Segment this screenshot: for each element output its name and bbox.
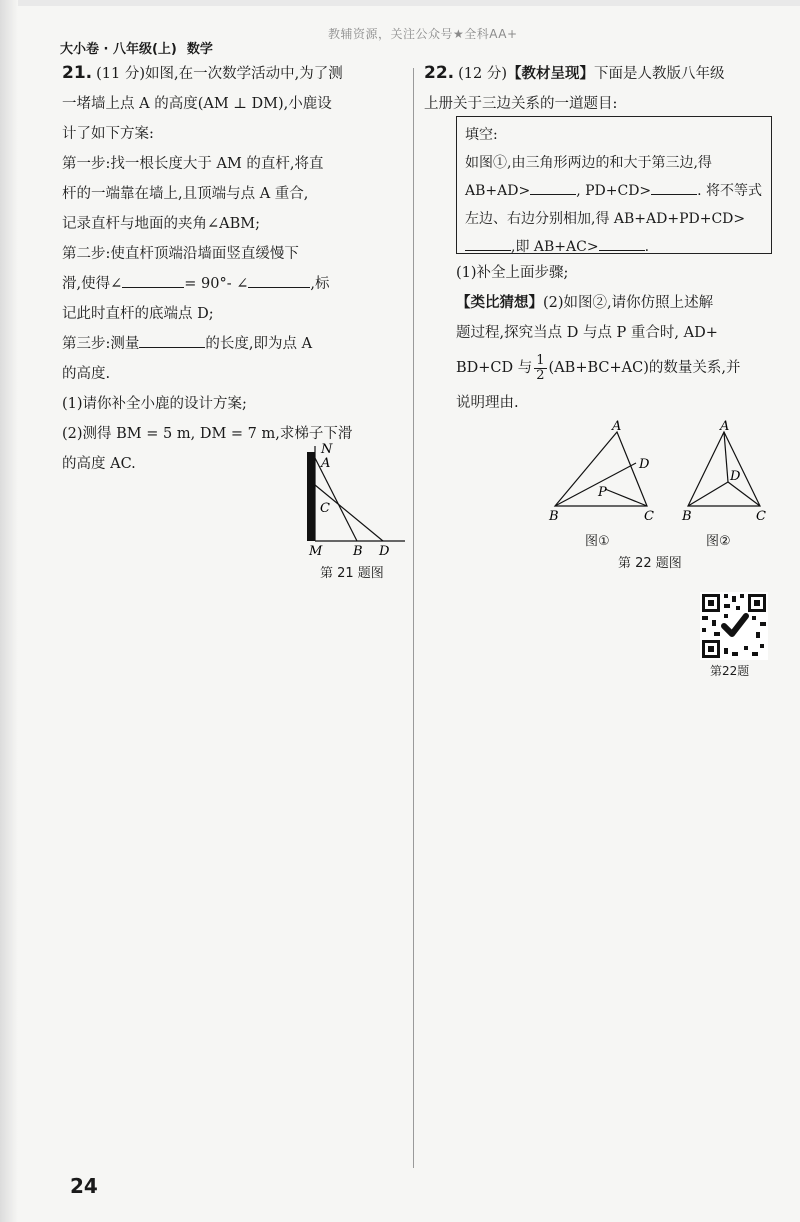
label-C: C bbox=[320, 501, 330, 516]
qr-label-bottom: 第22题 bbox=[710, 664, 750, 678]
fig2-label-B: B bbox=[682, 509, 692, 524]
label-N: N bbox=[321, 442, 333, 457]
fig1-label-C: C bbox=[644, 509, 654, 524]
q21-line-14: 的高度 AC. bbox=[62, 456, 136, 472]
fraction-half bbox=[534, 354, 546, 383]
watermark: 教辅资源，关注公众号★全科AA+ bbox=[328, 27, 518, 41]
q22-text-1: 下面是人教版八年级 bbox=[594, 66, 725, 82]
q22-number: 22. bbox=[424, 63, 455, 83]
question-22-body bbox=[456, 258, 776, 418]
fig1-label-D: D bbox=[639, 457, 650, 472]
fig2-label-A: A bbox=[720, 419, 730, 434]
fraction-denominator: 2 bbox=[536, 367, 545, 383]
label-D: D bbox=[379, 544, 390, 559]
figure-22-2-caption: 图② bbox=[706, 534, 731, 549]
q21-line-10 bbox=[62, 329, 407, 359]
q21-text-10b: 的长度,即为点 A bbox=[205, 336, 313, 352]
q21-line-6: 记录直杆与地面的夹角∠ABM; bbox=[62, 216, 261, 232]
figure-22-1 bbox=[545, 418, 665, 526]
answer-blank-pd-cd[interactable] bbox=[651, 178, 697, 195]
q22-line-p2 bbox=[456, 288, 776, 318]
figure-21 bbox=[295, 440, 410, 560]
answer-blank-angle-1[interactable] bbox=[122, 271, 184, 288]
answer-blank-sum[interactable] bbox=[465, 234, 511, 251]
question-21 bbox=[62, 58, 407, 479]
page-edge-shadow bbox=[0, 0, 18, 1222]
segment-cd bbox=[728, 482, 760, 506]
box-text-3c: . 将不等式 bbox=[697, 183, 763, 199]
page-number: 24 bbox=[70, 1174, 98, 1198]
box-text-3a: AB+AD> bbox=[465, 183, 531, 199]
fig2-label-C: C bbox=[756, 509, 766, 524]
q21-line-11: 的高度. bbox=[62, 366, 111, 382]
label-A: A bbox=[321, 456, 331, 471]
box-line-4: 左边、右边分别相加,得 AB+AD+PD+CD> bbox=[465, 211, 746, 227]
q21-line-4: 第一步:找一根长度大于 AM 的直杆,将直 bbox=[62, 156, 324, 172]
segment-bd bbox=[555, 463, 636, 506]
fig2-label-D: D bbox=[730, 469, 741, 484]
q21-text-1: (11 分)如图,在一次数学活动中,为了测 bbox=[96, 66, 343, 82]
q21-line-13: (2)测得 BM = 5 m, DM = 7 m,求梯子下滑 bbox=[62, 426, 353, 442]
q21-text-8b: = 90°- ∠ bbox=[184, 276, 249, 292]
q21-line-1 bbox=[62, 58, 407, 89]
fill-in-box bbox=[456, 116, 772, 254]
box-line-3 bbox=[465, 177, 771, 205]
q21-line-2: 一堵墙上点 A 的高度(AM ⊥ DM),小鹿设 bbox=[62, 96, 332, 112]
top-strip bbox=[18, 0, 800, 6]
q21-text-8c: ,标 bbox=[310, 276, 330, 292]
running-header bbox=[60, 38, 213, 57]
answer-blank-angle-2[interactable] bbox=[248, 271, 310, 288]
answer-blank-ab-ad[interactable] bbox=[530, 178, 576, 195]
box-line-1: 填空: bbox=[465, 127, 498, 143]
label-B: B bbox=[353, 544, 363, 559]
q22-score: (12 分) bbox=[458, 66, 507, 82]
q21-line-9: 记此时直杆的底端点 D; bbox=[62, 306, 214, 322]
q21-text-10a: 第三步:测量 bbox=[62, 336, 140, 352]
figure-22-2 bbox=[678, 418, 773, 526]
subject-label: 数学 bbox=[186, 42, 213, 57]
q22-part-1: (1)补全上面步骤; bbox=[456, 265, 569, 281]
box-line-5 bbox=[465, 233, 771, 261]
box-text-5a: ,即 AB+AC> bbox=[511, 239, 599, 255]
qr-code-icon[interactable] bbox=[700, 592, 768, 660]
q21-line-5: 杆的一端靠在墙上,且顶端与点 A 重合, bbox=[62, 186, 309, 202]
q22-line-p4 bbox=[456, 348, 776, 388]
figure-21-caption: 第 21 题图 bbox=[320, 566, 384, 581]
q21-text-8a: 滑,使得∠ bbox=[62, 276, 123, 292]
fig1-label-P: P bbox=[598, 485, 607, 500]
q21-number: 21. bbox=[62, 63, 93, 83]
q22-text-p2: (2)如图②,请你仿照上述解 bbox=[543, 295, 714, 311]
q22-line-p3: 题过程,探究当点 D 与点 P 重合时, AD+ bbox=[456, 325, 718, 341]
box-text-5b: . bbox=[644, 239, 650, 255]
q21-line-7: 第二步:使直杆顶端沿墙面竖直缓慢下 bbox=[62, 246, 299, 262]
q22-text-p4b: (AB+BC+AC)的数量关系,并 bbox=[548, 360, 741, 376]
wall bbox=[307, 452, 315, 541]
book-title: 大小卷 · 八年级(上) bbox=[60, 42, 177, 57]
q22-tag-analogy: 【类比猜想】 bbox=[456, 294, 543, 311]
fig1-label-B: B bbox=[549, 509, 559, 524]
question-22-intro bbox=[424, 58, 774, 119]
q22-text-p4a: BD+CD 与 bbox=[456, 360, 533, 376]
answer-blank-measure[interactable] bbox=[139, 331, 205, 348]
q22-tag-textbook: 【教材呈现】 bbox=[507, 65, 594, 82]
fig1-label-A: A bbox=[612, 419, 622, 434]
q21-line-3: 计了如下方案: bbox=[62, 126, 154, 142]
q22-line-2: 上册关于三边关系的一道题目: bbox=[424, 96, 618, 112]
column-divider bbox=[413, 68, 414, 1168]
q22-line-p5: 说明理由. bbox=[456, 395, 519, 411]
q22-line-1 bbox=[424, 58, 774, 89]
label-M: M bbox=[309, 544, 323, 559]
figure-22-caption: 第 22 题图 bbox=[618, 556, 682, 571]
q21-line-12: (1)请你补全小鹿的设计方案; bbox=[62, 396, 247, 412]
answer-blank-ab-ac[interactable] bbox=[599, 234, 645, 251]
fraction-numerator: 1 bbox=[536, 352, 545, 368]
q21-line-8 bbox=[62, 269, 407, 299]
triangle-abc-2 bbox=[688, 432, 760, 506]
box-text-3b: , PD+CD> bbox=[576, 183, 652, 199]
box-line-2: 如图①,由三角形两边的和大于第三边,得 bbox=[465, 155, 712, 171]
figure-22-1-caption: 图① bbox=[585, 534, 610, 549]
